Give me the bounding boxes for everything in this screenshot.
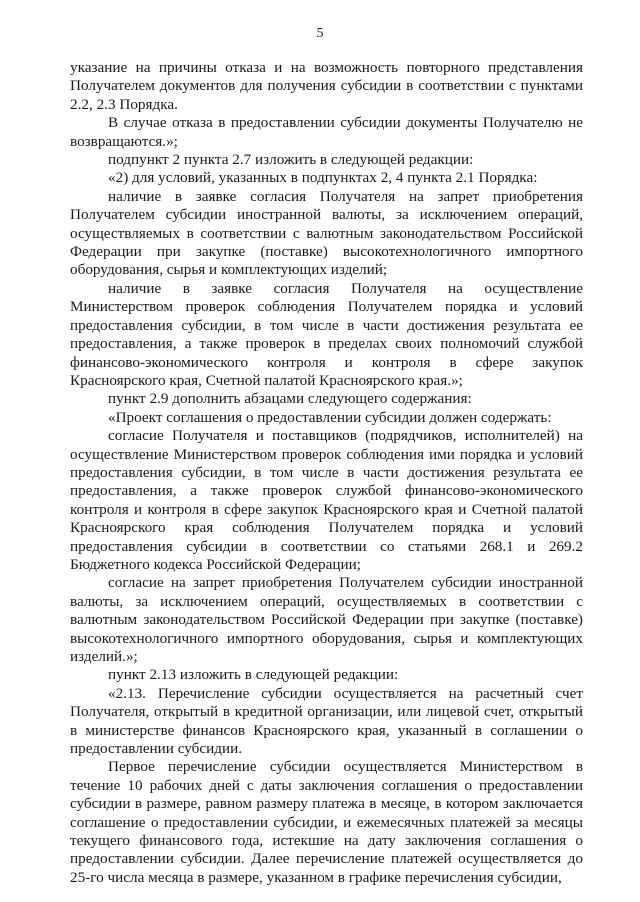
paragraph: согласие Получателя и поставщиков (подрядчиков, исполнителей) на осуществление Министерством проверок соблюдения ими порядка и условий предоставления субсидии, в том числе в части достижения результата ее предоставления, а также проверок службой финансово-экономического контроля и контроля в сфере закупок Красноярского края и Счетной палатой Красноярского края соблюдения Получателем порядка и условий предоставления субсидии в соответствии со статьями 268.1 и 269.2 Бюджетного кодекса Российской Федерации; <box>70 427 583 573</box>
document-body <box>70 59 583 887</box>
paragraph: «2) для условий, указанных в подпунктах 2, 4 пункта 2.1 Порядка: <box>108 169 538 187</box>
paragraph: согласие на запрет приобретения Получателем субсидии иностранной валюты, за исключением операций, осуществляемых в соответствии с валютным законодательством Российской Федерации при закупке (поставке) высокотехнологичного импортного оборудования, сырья и комплектующих изделий.»; <box>70 574 583 665</box>
paragraph: пункт 2.9 дополнить абзацами следующего содержания: <box>108 390 472 408</box>
paragraph: подпункт 2 пункта 2.7 изложить в следующей редакции: <box>108 151 474 169</box>
paragraph: «2.13. Перечисление субсидии осуществляется на расчетный счет Получателя, открытый в кредитной организации, или лицевой счет, открытый в министерстве финансов Красноярского края, указанный в соглашении о предоставлении субсидии. <box>70 684 583 758</box>
paragraph: В случае отказа в предоставлении субсидии документы Получателю не возвращаются.»; <box>70 114 583 150</box>
page-number: 5 <box>316 26 324 41</box>
paragraph: пункт 2.13 изложить в следующей редакции: <box>108 666 399 684</box>
paragraph: наличие в заявке согласия Получателя на запрет приобретения Получателем субсидии иностранной валюты, за исключением операций, осуществляемых в соответствии с валютным законодательством Российской Федерации при закупке (поставке) высокотехнологичного импортного оборудования, сырья и комплектующих изделий; <box>70 187 583 279</box>
paragraph: Первое перечисление субсидии осуществляется Министерством в течение 10 рабочих дней с даты заключения соглашения о предоставлении субсидии в размере, равном размеру платежа в месяце, в котором заключается соглашение о предоставлении субсидии, и ежемесячных платежей за месяцы текущего финансового года, истекшие на дату заключения соглашения о предоставлении субсидии. Далее перечисление платежей осуществляется до 25-го числа месяца в размере, указанном в графике перечисления субсидии, <box>70 758 583 886</box>
paragraph: «Проект соглашения о предоставлении субсидии должен содержать: <box>108 408 552 426</box>
paragraph: указание на причины отказа и на возможность повторного представления Получателем документов для получения субсидии в соответствии с пунктами 2.2, 2.3 Порядка. <box>70 59 583 113</box>
paragraph: наличие в заявке согласия Получателя на осуществление Министерством проверок соблюдения Получателем порядка и условий предоставления субсидии, в том числе в части достижения результата ее предоставления, а также проверок в пределах своих полномочий службой финансово-экономического контроля и контроля в сфере закупок Красноярского края, Счетной палатой Красноярского края.»; <box>70 279 583 389</box>
